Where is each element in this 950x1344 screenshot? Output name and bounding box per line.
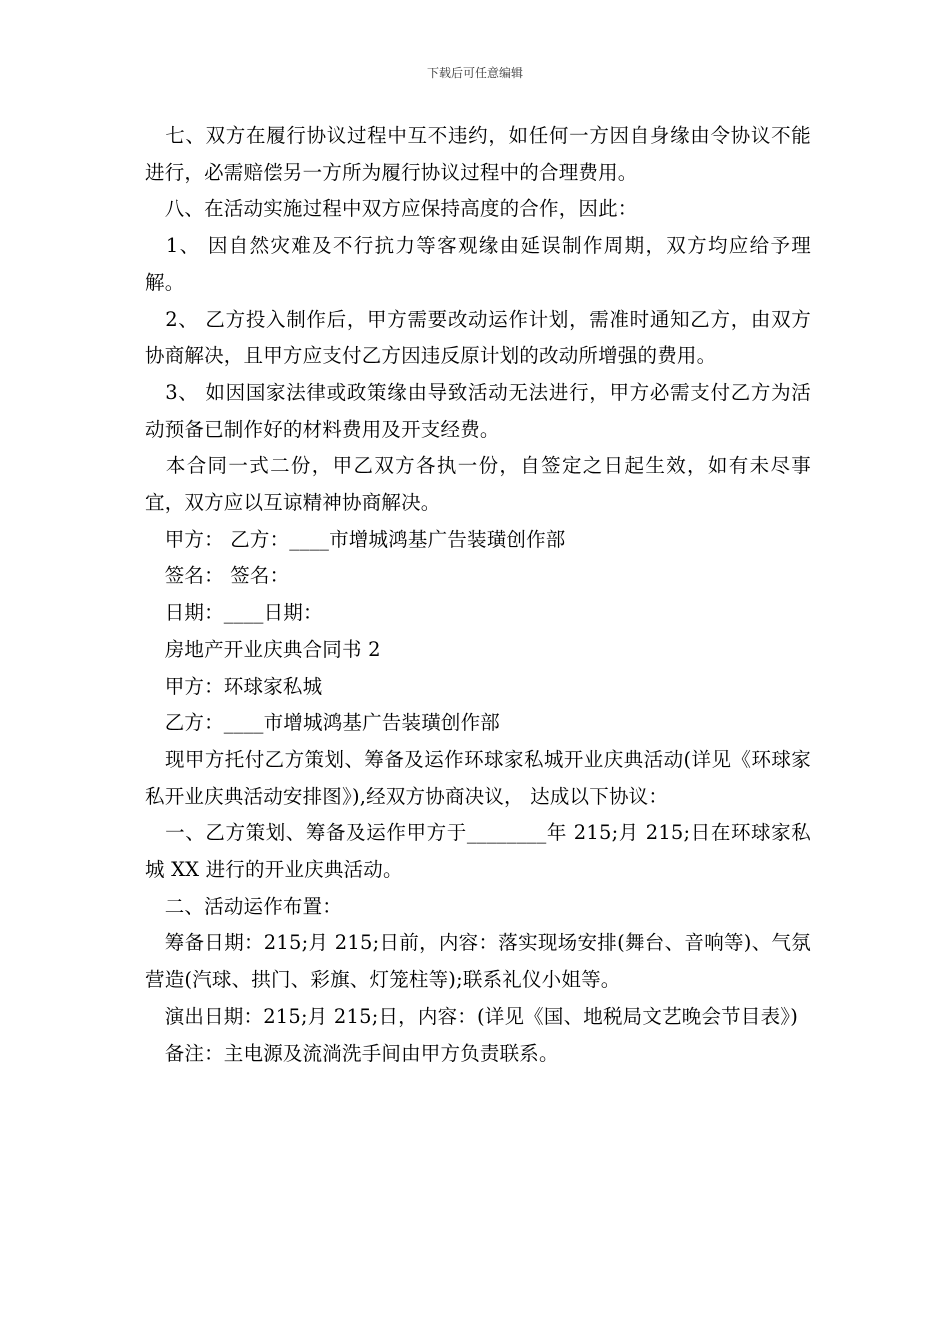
paragraph-signatures: 签名： 签名：: [145, 564, 290, 588]
document-body: [145, 118, 811, 1072]
paragraph-party-b: 乙方：____市增城鸿基广告装璜创作部: [145, 711, 501, 735]
paragraph-article-2: 二、活动运作布置：: [145, 894, 343, 918]
paragraph-prep-date: 筹备日期：215;月 215;日前，内容：落实现场安排(舞台、音响等)、气氛营造(汽球、拱门、彩旗、灯笼柱等);联系礼仪小姐等。: [145, 931, 811, 992]
paragraph-item-3: 3、 如因国家法律或政策缘由导致活动无法进行，甲方必需支付乙方为活动预备已制作好的材料费用及开支经费。: [145, 380, 811, 441]
paragraph-article-1: 一、乙方策划、筹备及运作甲方于________年 215;月 215;日在环球家私城 XX 进行的开业庆典活动。: [145, 821, 811, 882]
paragraph-item-2: 2、 乙方投入制作后，甲方需要改动运作计划，需准时通知乙方，由双方协商解决，且甲方应支付乙方因违反原计划的改动所增强的费用。: [145, 307, 811, 368]
paragraph-contract-title: 房地产开业庆典合同书 2: [145, 637, 381, 661]
paragraph-clause-7: 七、双方在履行协议过程中互不违约，如任何一方因自身缘由令协议不能进行，必需赔偿另一方所为履行协议过程中的合理费用。: [145, 124, 811, 184]
paragraph-clause-8: 八、在活动实施过程中双方应保持高度的合作，因此：: [145, 197, 638, 221]
paragraph-copies: 本合同一式二份，甲乙双方各执一份，自签定之日起生效，如有未尽事宜，双方应以互谅精神协商解决。: [145, 454, 811, 515]
paragraph-remark: 备注：主电源及流淌洗手间由甲方负责联系。: [145, 1041, 559, 1065]
paragraph-entrust: 现甲方托付乙方策划、筹备及运作环球家私城开业庆典活动(详见《环球家私开业庆典活动安排图》),经双方协商决议， 达成以下协议：: [145, 747, 811, 808]
paragraph-item-1: 1、 因自然灾难及不行抗力等客观缘由延误制作周期，双方均应给予理解。: [145, 234, 811, 294]
page-header: 下载后可任意编辑: [426, 66, 523, 80]
paragraph-parties: 甲方： 乙方：____市增城鸿基广告装璜创作部: [145, 527, 566, 551]
paragraph-show-date: 演出日期：215;月 215;日，内容：(详见《国、地税局文艺晚会节目表》): [145, 1004, 799, 1028]
paragraph-dates: 日期：____日期：: [145, 601, 323, 625]
paragraph-party-a: 甲方：环球家私城: [145, 674, 323, 698]
